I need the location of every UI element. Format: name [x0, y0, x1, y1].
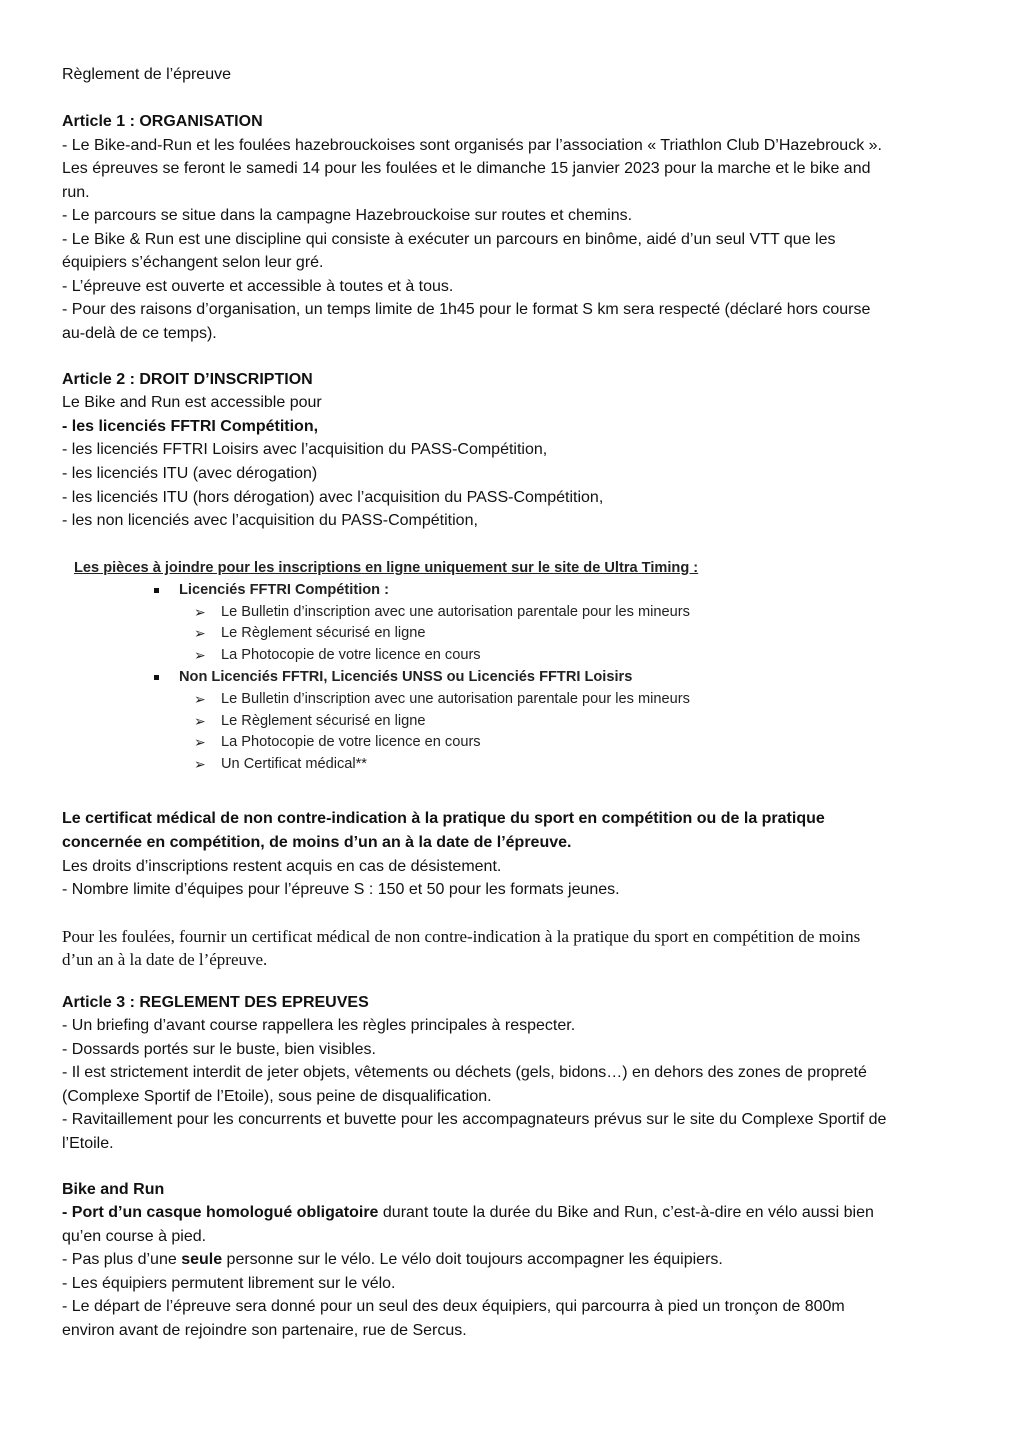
article-1-line: run.: [62, 184, 90, 201]
article-3-line: - Ravitaillement pour les concurrents et buvette pour les accompagnateurs prévus sur le site du Complexe Sportif de: [62, 1111, 887, 1128]
helmet-rest-text: durant toute la durée du Bike and Run, c’est-à-dire en vélo aussi bien: [378, 1204, 874, 1221]
one-post-text: personne sur le vélo. Le vélo doit toujours accompagner les équipiers.: [222, 1251, 723, 1268]
article-2-intro: Le Bike and Run est accessible pour: [62, 394, 322, 411]
article-1-line: - Le Bike & Run est une discipline qui consiste à exécuter un parcours en binôme, aidé d’un seul VTT que les: [62, 231, 836, 248]
article-1-line: - L’épreuve est ouverte et accessible à toutes et à tous.: [62, 278, 454, 295]
article-2-item: - les licenciés FFTRI Loisirs avec l’acquisition du PASS-Compétition,: [62, 441, 548, 458]
pieces-item: [74, 689, 774, 711]
pieces-item-text: Le Bulletin d’inscription avec une autorisation parentale pour les mineurs: [221, 603, 690, 620]
pieces-group-1: [74, 580, 774, 602]
pieces-item-text: Un Certificat médical**: [221, 756, 367, 773]
pieces-group-label: Non Licenciés FFTRI, Licenciés UNSS ou Licenciés FFTRI Loisirs: [179, 668, 633, 685]
article-1-line: - Pour des raisons d’organisation, un temps limite de 1h45 pour le format S km sera respecté (déclaré hors course: [62, 301, 871, 318]
article-2-item: - les licenciés ITU (hors dérogation) avec l’acquisition du PASS-Compétition,: [62, 489, 604, 506]
bike-run-one-person: [62, 1248, 962, 1272]
bike-run-line: - Les équipiers permutent librement sur le vélo.: [62, 1275, 396, 1292]
teams-limit-text: - Nombre limite d’équipes pour l’épreuve S : 150 et 50 pour les formats jeunes.: [62, 881, 620, 898]
pieces-group-label: Licenciés FFTRI Compétition :: [179, 581, 389, 598]
article-3-line: - Il est strictement interdit de jeter objets, vêtements ou déchets (gels, bidons…) en dehors des zones de propreté: [62, 1064, 867, 1081]
article-2-item: - les non licenciés avec l’acquisition du PASS-Compétition,: [62, 512, 478, 529]
certificate-notice: concernée en compétition, de moins d’un an à la date de l’épreuve.: [62, 834, 572, 851]
pieces-item-text: Le Règlement sécurisé en ligne: [221, 712, 426, 729]
pieces-item: [74, 602, 774, 624]
square-bullet-icon: [154, 588, 159, 593]
foulees-text: d’un an à la date de l’épreuve.: [62, 950, 268, 969]
bike-run-line: environ avant de rejoindre son partenaire, rue de Sercus.: [62, 1322, 467, 1339]
pieces-item: [74, 732, 774, 754]
foulees-text: Pour les foulées, fournir un certificat médical de non contre-indication à la pratique du sport en compétition de moins: [62, 927, 861, 946]
article-1-line: - Le Bike-and-Run et les foulées hazebrouckoises sont organisés par l’association « Triathlon Club D’Hazebrouck ».: [62, 137, 882, 154]
pieces-item: [74, 623, 774, 645]
document-title: Règlement de l’épreuve: [62, 66, 231, 83]
bike-run-heading: Bike and Run: [62, 1181, 165, 1198]
rights-text: Les droits d’inscriptions restent acquis en cas de désistement.: [62, 858, 502, 875]
article-1-heading: Article 1 : ORGANISATION: [62, 113, 263, 130]
pieces-item-text: La Photocopie de votre licence en cours: [221, 734, 481, 751]
arrow-bullet-icon: ➢: [194, 647, 206, 664]
bike-run-line: - Le départ de l’épreuve sera donné pour un seul des deux équipiers, qui parcourra à pied un tronçon de 800m: [62, 1298, 845, 1315]
article-1-line: - Le parcours se situe dans la campagne Hazebrouckoise sur routes et chemins.: [62, 207, 633, 224]
bike-run-line: qu’en course à pied.: [62, 1228, 207, 1245]
square-bullet-icon: [154, 675, 159, 680]
article-3-heading: Article 3 : REGLEMENT DES EPREUVES: [62, 994, 369, 1011]
helmet-bold-text: - Port d’un casque homologué obligatoire: [62, 1204, 379, 1221]
pieces-item: [74, 645, 774, 667]
article-1-line: au-delà de ce temps).: [62, 325, 217, 342]
pieces-block: [74, 558, 774, 776]
certificate-notice: Le certificat médical de non contre-indication à la pratique du sport en compétition ou de la pratique: [62, 810, 825, 827]
article-3-line: - Un briefing d’avant course rappellera les règles principales à respecter.: [62, 1017, 576, 1034]
article-3-line: (Complexe Sportif de l’Etoile), sous peine de disqualification.: [62, 1088, 492, 1105]
arrow-bullet-icon: ➢: [194, 712, 206, 729]
pieces-item-text: Le Bulletin d’inscription avec une autorisation parentale pour les mineurs: [221, 690, 690, 707]
article-2-heading: Article 2 : DROIT D’INSCRIPTION: [62, 371, 313, 388]
arrow-bullet-icon: ➢: [194, 625, 206, 642]
bike-run-helmet: [62, 1201, 962, 1225]
arrow-bullet-icon: ➢: [194, 603, 206, 620]
pieces-item: [74, 754, 774, 776]
article-1-line: Les épreuves se feront le samedi 14 pour les foulées et le dimanche 15 janvier 2023 pour la marche et le bike and: [62, 160, 871, 177]
arrow-bullet-icon: ➢: [194, 690, 206, 707]
article-2-item: - les licenciés ITU (avec dérogation): [62, 465, 318, 482]
pieces-item: [74, 711, 774, 733]
pieces-item-text: La Photocopie de votre licence en cours: [221, 647, 481, 664]
article-3-line: - Dossards portés sur le buste, bien visibles.: [62, 1041, 376, 1058]
arrow-bullet-icon: ➢: [194, 734, 206, 751]
arrow-bullet-icon: ➢: [194, 756, 206, 773]
one-pre-text: - Pas plus d’une: [62, 1251, 182, 1268]
pieces-heading: Les pièces à joindre pour les inscriptions en ligne uniquement sur le site de Ultra Timing :: [74, 560, 699, 576]
pieces-group-2: [74, 667, 774, 689]
article-2-bold-item: - les licenciés FFTRI Compétition,: [62, 418, 319, 435]
article-1-line: équipiers s’échangent selon leur gré.: [62, 254, 324, 271]
article-3-line: l’Etoile.: [62, 1135, 114, 1152]
pieces-item-text: Le Règlement sécurisé en ligne: [221, 625, 426, 642]
one-bold-text: seule: [181, 1251, 223, 1268]
